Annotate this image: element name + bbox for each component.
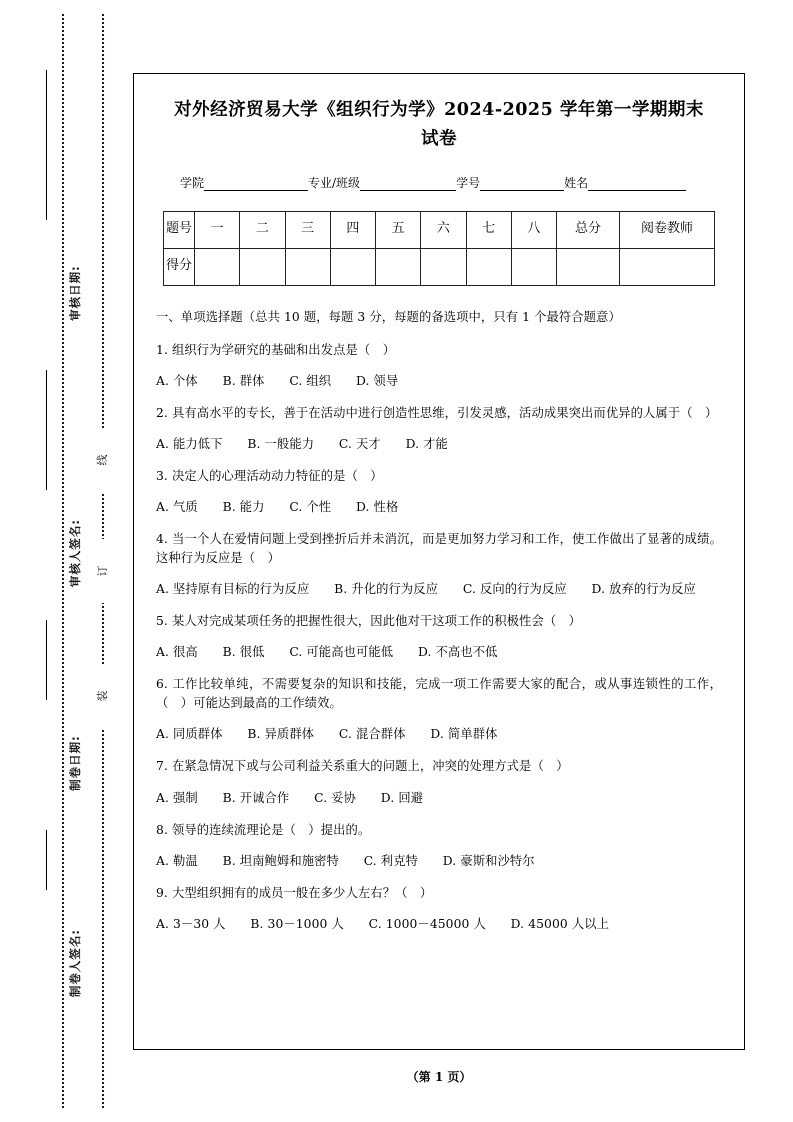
student-info-row: [156, 174, 722, 191]
question-stem-4: 4. 当一个人在爱情问题上受到挫折后并未消沉，而是更加努力学习和工作，使工作做出了显著的成绩。这种行为反应是（ ）: [156, 532, 722, 566]
major-class-blank[interactable]: [360, 177, 456, 191]
major-class-field[interactable]: [308, 174, 456, 191]
college-label: 学院: [180, 175, 205, 190]
student-id-field[interactable]: [456, 174, 564, 191]
question-options-5[interactable]: A. 很高 B. 很低 C. 可能高也可能低 D. 不高也不低: [156, 645, 498, 660]
score-cell-3[interactable]: [285, 248, 330, 285]
column-header-total: 总分: [557, 211, 620, 248]
binding-margin: [0, 0, 133, 1122]
outer-dotted-line: [62, 14, 64, 1108]
table-row-scores: [164, 248, 715, 285]
margin-rule-4: [46, 830, 47, 890]
question-options-4[interactable]: A. 坚持原有目标的行为反应 B. 升化的行为反应 C. 反向的行为反应 D. 放弃的行为反应: [156, 582, 696, 597]
college-blank[interactable]: [204, 177, 308, 191]
exam-paper-frame: [133, 73, 745, 1050]
column-header-5: 五: [376, 211, 421, 248]
major-class-label: 专业/班级: [308, 175, 361, 190]
question-stem-8: 8. 领导的连续流理论是（ ）提出的。: [156, 822, 371, 837]
line-mark: 线: [94, 428, 110, 492]
reviewer-signature-label: 审核人签名:: [68, 518, 82, 588]
score-cell-8[interactable]: [511, 248, 556, 285]
column-header-7: 七: [466, 211, 511, 248]
page-footer: （第 1 页）: [406, 1070, 472, 1084]
margin-rule-2: [46, 370, 47, 490]
question-options-9[interactable]: A. 3－30 人 B. 30－1000 人 C. 1000－45000 人 D. 45000 人以上: [156, 916, 610, 931]
bind-mark: 订: [94, 539, 110, 603]
column-header-1: 一: [195, 211, 240, 248]
student-name-field[interactable]: [564, 174, 686, 191]
margin-rule-1: [46, 70, 47, 220]
score-table-container: [156, 211, 722, 286]
question-stem-1: 1. 组织行为学研究的基础和出发点是（ ）: [156, 342, 396, 357]
question-options-6[interactable]: A. 同质群体 B. 异质群体 C. 混合群体 D. 简单群体: [156, 727, 498, 742]
column-header-grader: 阅卷教师: [620, 211, 715, 248]
score-cell-total[interactable]: [557, 248, 620, 285]
question-stem-6: 6. 工作比较单纯，不需要复杂的知识和技能，完成一项工作需要大家的配合，或从事连锁性的工作，（ ）可能达到最高的工作绩效。: [156, 677, 722, 711]
paper-maker-signature-label: 制卷人签名:: [68, 928, 82, 998]
question-stem-3: 3. 决定人的心理活动动力特征的是（ ）: [156, 468, 383, 483]
section-heading: 一、单项选择题（总共 10 题，每题 3 分，每题的备选项中，只有 1 个最符合题意）: [156, 309, 621, 324]
exam-title-line-2: 试卷: [421, 128, 457, 149]
question-stem-2: 2. 具有高水平的专长，善于在活动中进行创造性思维，引发灵感，活动成果突出而优异的人属于（ ）: [156, 405, 718, 420]
column-header-3: 三: [285, 211, 330, 248]
score-cell-6[interactable]: [421, 248, 466, 285]
score-cell-grader[interactable]: [620, 248, 715, 285]
question-stem-5: 5. 某人对完成某项任务的把握性很大，因此他对干这项工作的积极性会（ ）: [156, 614, 582, 629]
assemble-mark: 装: [94, 664, 110, 728]
score-cell-7[interactable]: [466, 248, 511, 285]
score-cell-2[interactable]: [240, 248, 285, 285]
score-cell-4[interactable]: [330, 248, 375, 285]
student-id-blank[interactable]: [480, 177, 564, 191]
score-cell-1[interactable]: [195, 248, 240, 285]
column-header-4: 四: [330, 211, 375, 248]
question-options-7[interactable]: A. 强制 B. 开诚合作 C. 妥协 D. 回避: [156, 790, 424, 805]
student-name-label: 姓名: [564, 175, 589, 190]
row-label-question-number: 题号: [164, 211, 195, 248]
table-row-question-numbers: [164, 211, 715, 248]
exam-title: [162, 96, 716, 154]
row-label-score: 得分: [164, 248, 195, 285]
question-stem-9: 9. 大型组织拥有的成员一般在多少人左右？（ ）: [156, 885, 433, 900]
question-stem-7: 7. 在紧急情况下或与公司利益关系重大的问题上，冲突的处理方式是（ ）: [156, 759, 569, 774]
exam-title-line-1: 对外经济贸易大学《组织行为学》2024‑2025 学年第一学期期末: [174, 100, 704, 120]
question-options-1[interactable]: A. 个体 B. 群体 C. 组织 D. 领导: [156, 373, 399, 388]
student-id-label: 学号: [456, 175, 481, 190]
score-table: [163, 211, 715, 286]
question-options-2[interactable]: A. 能力低下 B. 一般能力 C. 天才 D. 才能: [156, 436, 448, 451]
question-options-8[interactable]: A. 勒温 B. 坦南鲍姆和施密特 C. 利克特 D. 豪斯和沙特尔: [156, 853, 535, 868]
student-name-blank[interactable]: [588, 177, 686, 191]
question-options-3[interactable]: A. 气质 B. 能力 C. 个性 D. 性格: [156, 500, 399, 515]
college-field[interactable]: [180, 174, 308, 191]
column-header-2: 二: [240, 211, 285, 248]
column-header-6: 六: [421, 211, 466, 248]
paper-date-label: 制卷日期:: [68, 735, 82, 791]
margin-rule-3: [46, 620, 47, 700]
column-header-8: 八: [511, 211, 556, 248]
questions-section: [156, 308, 722, 934]
review-date-label: 审核日期:: [68, 265, 82, 321]
score-cell-5[interactable]: [376, 248, 421, 285]
